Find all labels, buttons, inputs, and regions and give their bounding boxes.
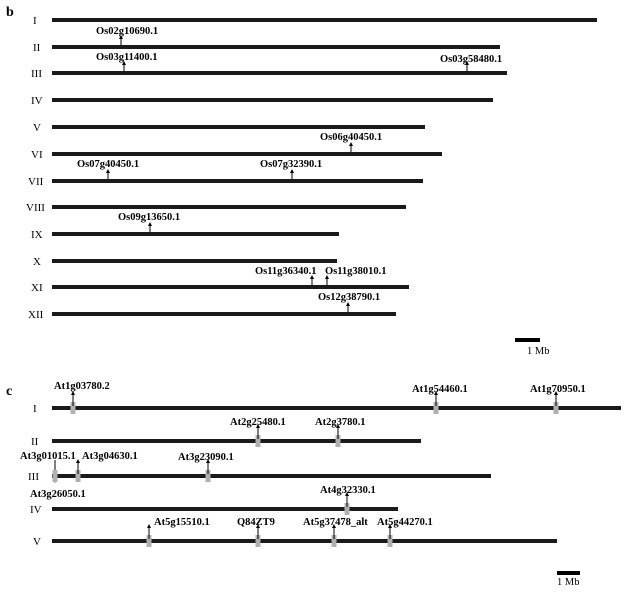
gene-Os07g32390-1-label: Os07g32390.1 — [260, 159, 323, 170]
chromosome-bar-II — [52, 439, 421, 443]
gene-Os09g13650-1-label: Os09g13650.1 — [118, 212, 181, 223]
gene-At1g70950-1-label: At1g70950.1 — [530, 384, 586, 395]
gene-Os06g40450-1-label: Os06g40450.1 — [320, 132, 383, 143]
chromosome-bar-I — [52, 406, 621, 410]
gene-Os07g40450-1-label: Os07g40450.1 — [77, 159, 140, 170]
gene-Os11g38010-1-label: Os11g38010.1 — [325, 266, 387, 277]
chromosome-bar-III — [52, 71, 507, 75]
chromosome-bar-III — [52, 474, 491, 478]
scale-label-c: 1 Mb — [557, 577, 580, 588]
scale-bar-c — [557, 571, 580, 575]
chromosome-bar-II — [52, 45, 500, 49]
gene-At2g3780-1-label: At2g3780.1 — [315, 417, 366, 428]
gene-At3g04630-1-arrowhead — [76, 459, 80, 463]
chromosome-bar-V — [52, 125, 425, 129]
gene-At3g26050-1-marker — [53, 470, 58, 482]
chromosome-bar-XI — [52, 285, 409, 289]
gene-Os03g58480-1-label: Os03g58480.1 — [440, 54, 503, 65]
chromosome-bar-VII — [52, 179, 423, 183]
scale-label-b: 1 Mb — [527, 346, 550, 357]
gene-At2g25480-1-label: At2g25480.1 — [230, 417, 286, 428]
chromosome-bar-VIII — [52, 205, 406, 209]
panel-label-c: c — [6, 384, 13, 399]
chromosome-bar-IX — [52, 232, 339, 236]
gene-Q84ZT9-label: Q84ZT9 — [237, 517, 275, 528]
panel-label-b: b — [6, 5, 14, 20]
chromosome-label-I: I — [33, 15, 37, 27]
chromosome-label-IV: IV — [30, 504, 42, 516]
chromosome-bar-VI — [52, 152, 442, 156]
gene-At4g32330-1-label: At4g32330.1 — [320, 485, 376, 496]
chromosome-label-VIII: VIII — [26, 202, 45, 214]
chromosome-bar-XII — [52, 312, 396, 316]
chromosome-label-IV: IV — [31, 95, 43, 107]
chromosome-label-X: X — [33, 256, 41, 268]
scale-bar-b — [515, 338, 540, 342]
chromosome-label-VII: VII — [28, 176, 44, 188]
gene-At5g37478_alt-label: At5g37478_alt — [303, 517, 368, 528]
chromosome-bar-X — [52, 259, 337, 263]
gene-At3g04630-1-label: At3g04630.1 — [82, 451, 138, 462]
chromosome-label-I: I — [33, 403, 37, 415]
gene-At3g23090-1-label: At3g23090.1 — [178, 452, 234, 463]
chromosome-bar-I — [52, 18, 597, 22]
chromosome-label-II: II — [33, 42, 41, 54]
gene-At5g15510-1-arrowhead — [147, 524, 151, 528]
gene-Os02g10690-1-label: Os02g10690.1 — [96, 26, 159, 37]
gene-At5g44270-1-label: At5g44270.1 — [377, 517, 433, 528]
gene-At3g26050-1-label: At3g26050.1 — [30, 489, 86, 500]
chromosome-label-IX: IX — [31, 229, 43, 241]
chromosome-label-XII: XII — [28, 309, 44, 321]
chromosome-label-III: III — [28, 471, 39, 483]
chromosome-label-V: V — [33, 122, 41, 134]
gene-Os12g38790-1-label: Os12g38790.1 — [318, 292, 381, 303]
chromosome-label-XI: XI — [31, 282, 43, 294]
chromosome-label-III: III — [31, 68, 42, 80]
gene-At5g15510-1-label: At5g15510.1 — [154, 517, 210, 528]
chromosome-bar-IV — [52, 98, 493, 102]
gene-Os11g36340-1-label: Os11g36340.1 — [255, 266, 317, 277]
chromosome-label-II: II — [31, 436, 39, 448]
chromosome-label-VI: VI — [31, 149, 43, 161]
gene-At3g01015-1-label: At3g01015.1 — [20, 451, 76, 462]
gene-Os03g11400-1-label: Os03g11400.1 — [96, 52, 158, 63]
chromosome-label-V: V — [33, 536, 41, 548]
gene-At1g54460-1-label: At1g54460.1 — [412, 384, 468, 395]
chromosome-bar-V — [52, 539, 557, 543]
gene-At1g03780-2-label: At1g03780.2 — [54, 381, 110, 392]
